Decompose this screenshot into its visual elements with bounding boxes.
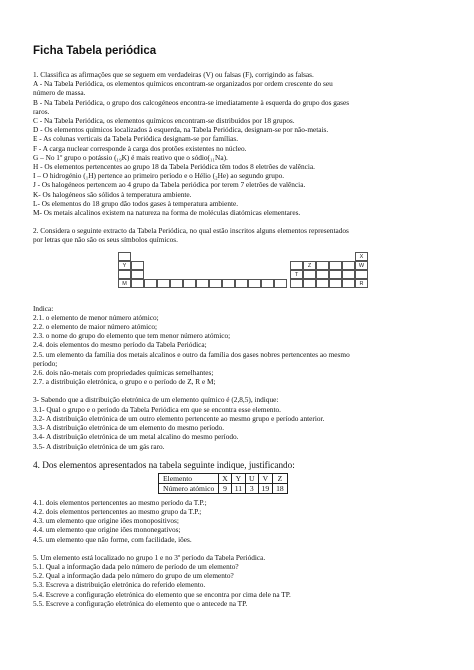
periodic-row-1 — [118, 252, 368, 261]
periodic-cell — [316, 261, 329, 270]
periodic-cell — [329, 279, 342, 288]
statement-c: C - Na Tabela Periódica, os elementos químicos encontram-se distribuídos por 18 grupos. — [33, 116, 295, 126]
periodic-cell-m: M — [118, 279, 131, 288]
item-4-3: 4.3. um elemento que origine iões monopositivos; — [33, 516, 179, 526]
periodic-cell — [303, 279, 316, 288]
item-5-3: 5.3. Escreva a distribuição eletrónica do referido elemento. — [33, 580, 206, 590]
table-cell: 19 — [258, 483, 273, 493]
table-cell: Z — [273, 473, 288, 483]
table-cell: U — [246, 473, 258, 483]
periodic-cell — [196, 279, 209, 288]
item-2-6: 2.6. dois não-metais com propriedades químicas semelhantes; — [33, 368, 214, 378]
periodic-cell — [342, 261, 355, 270]
statement-m: M- Os metais alcalinos existem na natureza na forma de moléculas diatómicas elementares. — [33, 208, 301, 218]
item-2-7: 2.7. a distribuição eletrónica, o grupo e o período de Z, R e M; — [33, 377, 216, 387]
statement-k: K- Os halogéneos são sólidos à temperatura ambiente. — [33, 189, 192, 199]
periodic-cell — [355, 270, 368, 279]
statement-a-line2: número de massa. — [33, 88, 86, 98]
question-4-intro: 4. Dos elementos apresentados na tabela seguinte indique, justificando: — [33, 459, 295, 470]
periodic-cell-t: T — [290, 270, 303, 279]
table-cell: V — [258, 473, 273, 483]
periodic-cell — [290, 279, 303, 288]
statement-e: E - As colunas verticais da Tabela Periódica designam-se por famílias. — [33, 134, 239, 144]
indica-label: Indica: — [33, 303, 54, 313]
item-3-3: 3.3- A distribuição eletrónica de um elemento do mesmo período. — [33, 423, 225, 433]
table-cell: 18 — [273, 483, 288, 493]
question-2 — [33, 226, 440, 386]
periodic-cell — [329, 261, 342, 270]
question-5 — [33, 553, 440, 608]
table-row — [159, 483, 288, 493]
table-cell: X — [219, 473, 231, 483]
question-5-intro: 5. Um elemento está localizado no grupo 1 e no 3º período da Tabela Periódica. — [33, 552, 266, 562]
periodic-cell — [342, 270, 355, 279]
statement-a-line1: A - Na Tabela Periódica, os elementos químicos encontram-se organizados por ordem crescente do seu — [33, 79, 333, 89]
periodic-cell — [316, 270, 329, 279]
table-row — [159, 473, 288, 483]
item-2-5-line1: 2.5. um elemento da família dos metais alcalinos e outro da família dos gases nobres pertencentes ao mesmo — [33, 349, 350, 359]
periodic-cell — [144, 279, 157, 288]
periodic-cell-w: W — [355, 261, 368, 270]
periodic-cell — [342, 279, 355, 288]
table-header-atomic-number: Número atómico — [159, 483, 219, 493]
question-2-intro-line1: 2. Considera o seguinte extracto da Tabela Periódica, no qual estão inscritos alguns elementos representados — [33, 226, 349, 236]
item-2-1: 2.1. o elemento de menor número atómico; — [33, 312, 159, 322]
table-cell: 9 — [219, 483, 231, 493]
item-4-2: 4.2. dois elementos pertencentes ao mesmo grupo da T.P.; — [33, 506, 202, 516]
item-2-4: 2.4. dois elementos do mesmo período da Tabela Periódica; — [33, 340, 207, 350]
question-2-intro-line2: por letras que não são os seus símbolos químicos. — [33, 235, 178, 245]
periodic-cell — [118, 252, 131, 261]
periodic-cell — [131, 261, 144, 270]
item-5-2: 5.2. Qual a informação dada pelo número do grupo de um elemento? — [33, 571, 234, 581]
periodic-cell — [222, 279, 235, 288]
item-2-2: 2.2. o elemento de maior número atómico; — [33, 322, 158, 332]
item-2-5-line2: período; — [33, 358, 58, 368]
periodic-cell-y: Y — [118, 261, 131, 270]
item-3-5: 3.5- A distribuição eletrónica de um gás raro. — [33, 441, 165, 451]
elements-table — [158, 473, 288, 494]
question-4 — [33, 460, 440, 544]
periodic-table-extract — [118, 252, 368, 298]
periodic-cell — [316, 279, 329, 288]
item-5-1: 5.1. Qual a informação dada pelo número de período de um elemento? — [33, 561, 239, 571]
table-header-element: Elemento — [159, 473, 219, 483]
periodic-cell — [118, 270, 131, 279]
statement-i: I – O hidrogénio (₁H) pertence ao primeiro período e o Hélio (₂He) ao segundo grupo. — [33, 171, 285, 181]
periodic-row-3 — [118, 270, 368, 279]
item-4-5: 4.5. um elemento que não forme, com facilidade, iões. — [33, 534, 192, 544]
item-2-3: 2.3. o nome do grupo do elemento que tem menor número atómico; — [33, 331, 231, 341]
statement-f: F - A carga nuclear corresponde à carga dos protões existentes no núcleo. — [33, 143, 247, 153]
periodic-row-2 — [118, 261, 368, 270]
statement-j: J - Os halogéneos pertencem ao 4 grupo da Tabela periódica por terem 7 eletrões de valência. — [33, 180, 306, 190]
statement-l: L- Os elementos do 18 grupo dão todos gases à temperatura ambiente. — [33, 198, 239, 208]
item-3-4: 3.4- A distribuição eletrónica de um metal alcalino do mesmo período. — [33, 432, 239, 442]
question-1-intro: 1. Classifica as afirmações que se seguem em verdadeiras (V) ou falsas (F), corrigindo as falsas. — [33, 70, 314, 79]
periodic-cell — [235, 279, 248, 288]
periodic-cell — [157, 279, 170, 288]
item-5-5: 5.5. Escreve a configuração eletrónica do elemento que o antecede na TP. — [33, 598, 248, 608]
periodic-cell — [131, 279, 144, 288]
periodic-cell — [274, 279, 287, 288]
periodic-cell-z: Z — [303, 261, 316, 270]
periodic-cell — [170, 279, 183, 288]
periodic-cell — [290, 261, 303, 270]
item-3-1: 3.1- Qual o grupo e o período da Tabela Periódica em que se encontra esse elemento. — [33, 404, 281, 414]
item-3-2: 3.2- A distribuição eletrónica de um outro elemento pertencente ao mesmo grupo e período anterior. — [33, 413, 325, 423]
statement-g: G – No 1º grupo o potássio (₁₉K) é mais reativo que o sódio(₁₁Na). — [33, 152, 228, 162]
table-cell: 3 — [246, 483, 258, 493]
item-4-4: 4.4. um elemento que origine iões mononegativos; — [33, 525, 181, 535]
periodic-cell — [248, 279, 261, 288]
statement-b-line2: raros. — [33, 106, 50, 116]
table-cell: 11 — [231, 483, 245, 493]
statement-b-line1: B - Na Tabela Periódica, o grupo dos calcogéneos encontra-se imediatamente à esquerda do grupo dos gases — [33, 97, 350, 107]
periodic-cell — [183, 279, 196, 288]
item-4-1: 4.1. dois elementos pertencentes ao mesmo período da T.P.; — [33, 497, 207, 507]
item-5-4: 5.4. Escreve a configuração eletrónica do elemento que se encontra por cima dele na TP. — [33, 589, 291, 599]
periodic-cell — [209, 279, 222, 288]
statement-h: H - Os elementos pertencentes ao grupo 18 da Tabela Periódica têm todos 8 eletrões de valência. — [33, 162, 316, 172]
table-cell: Y — [231, 473, 245, 483]
question-3 — [33, 395, 440, 450]
periodic-cell — [303, 270, 316, 279]
periodic-cell — [261, 279, 274, 288]
periodic-cell-r: R — [355, 279, 368, 288]
question-1 — [33, 70, 440, 217]
statement-d: D - Os elementos químicos localizados à esquerda, na Tabela Periódica, designam-se por não-metais. — [33, 125, 329, 135]
periodic-cell — [329, 270, 342, 279]
periodic-cell-x: X — [355, 252, 368, 261]
worksheet-title: Ficha Tabela periódica — [33, 45, 157, 57]
periodic-cell — [131, 270, 144, 279]
question-3-intro: 3- Sabendo que a distribuição eletrónica de um elemento químico é (2,8,5), indique: — [33, 395, 279, 405]
periodic-row-4 — [118, 279, 368, 288]
